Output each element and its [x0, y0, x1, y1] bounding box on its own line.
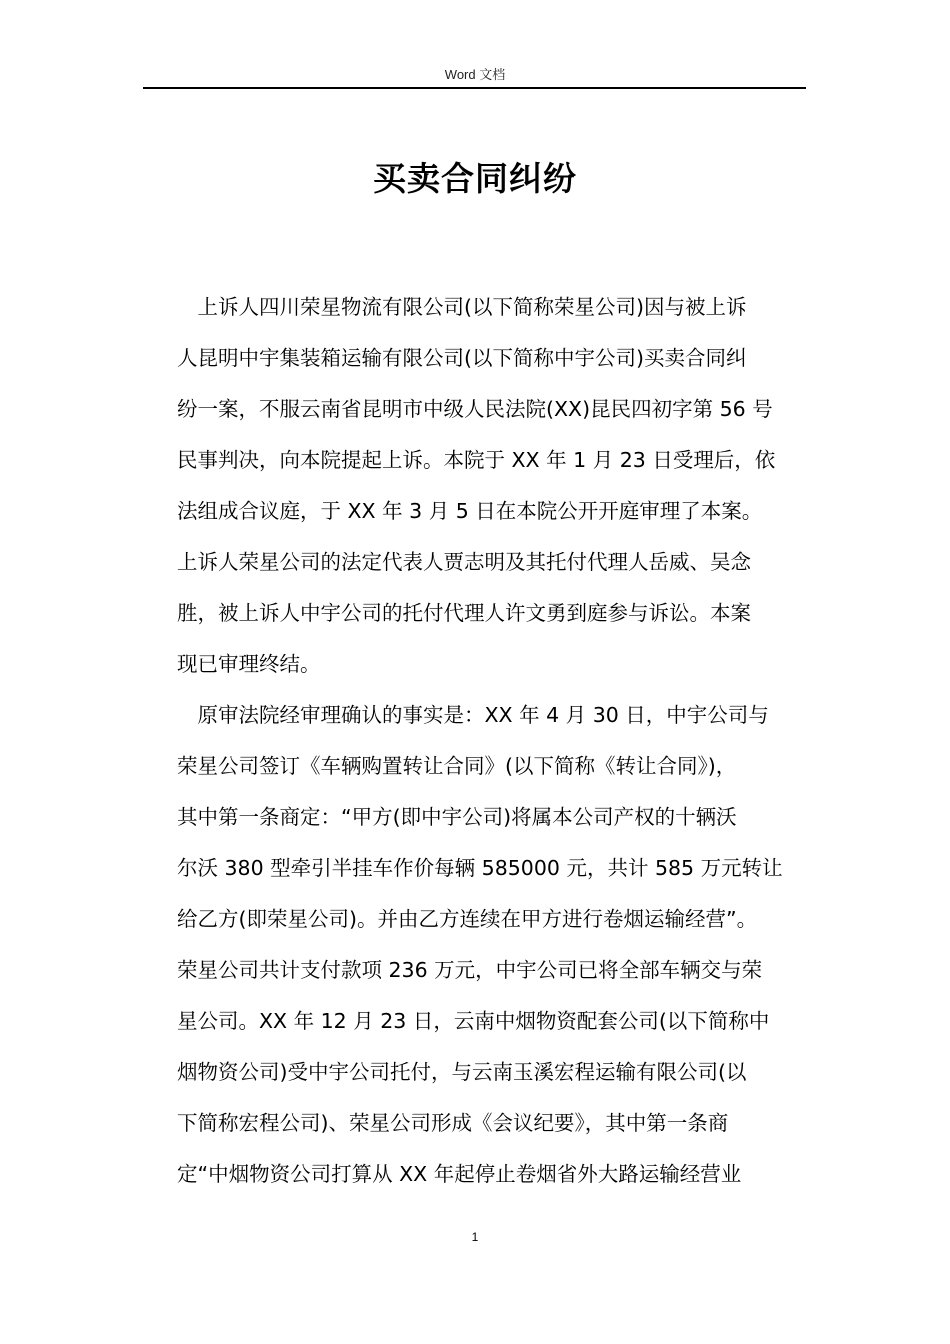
header-divider	[143, 87, 806, 89]
body-line: 胜，被上诉人中宇公司的托付代理人许文勇到庭参与诉讼。本案	[177, 601, 751, 625]
body-line: 定“中烟物资公司打算从 XX 年起停止卷烟省外大路运输经营业	[177, 1162, 742, 1186]
body-line: 尔沃 380 型牵引半挂车作价每辆 585000 元，共计 585 万元转让	[177, 856, 783, 880]
body-line: 烟物资公司)受中宇公司托付，与云南玉溪宏程运输有限公司(以	[177, 1060, 747, 1084]
body-line: 现已审理终结。	[177, 652, 321, 676]
document-body	[177, 282, 805, 1200]
body-line: 上诉人四川荣星物流有限公司(以下简称荣星公司)因与被上诉	[177, 295, 747, 319]
body-line: 给乙方(即荣星公司)。并由乙方连续在甲方进行卷烟运输经营”。	[177, 907, 758, 931]
page-header: Word 文档	[444, 67, 506, 82]
body-line: 法组成合议庭，于 XX 年 3 月 5 日在本院公开开庭审理了本案。	[177, 499, 763, 523]
body-line: 民事判决，向本院提起上诉。本院于 XX 年 1 月 23 日受理后，依	[177, 448, 776, 472]
body-line: 上诉人荣星公司的法定代表人贾志明及其托付代理人岳威、吴念	[177, 550, 751, 574]
document-title: 买卖合同纠纷	[373, 159, 577, 198]
body-line: 荣星公司签订《车辆购置转让合同》(以下简称《转让合同》)，	[177, 754, 737, 778]
body-line: 纷一案，不服云南省昆明市中级人民法院(XX)昆民四初字第 56 号	[177, 397, 773, 421]
body-line: 荣星公司共计支付款项 236 万元，中宇公司已将全部车辆交与荣	[177, 958, 763, 982]
body-line: 星公司。XX 年 12 月 23 日，云南中烟物资配套公司(以下简称中	[177, 1009, 770, 1033]
body-line: 其中第一条商定：“甲方(即中宇公司)将属本公司产权的十辆沃	[177, 805, 737, 829]
page-number: 1	[471, 1230, 479, 1244]
body-line: 原审法院经审理确认的事实是：XX 年 4 月 30 日，中宇公司与	[177, 703, 769, 727]
body-line: 下简称宏程公司)、荣星公司形成《会议纪要》，其中第一条商	[177, 1111, 729, 1135]
body-line: 人昆明中宇集装箱运输有限公司(以下简称中宇公司)买卖合同纠	[177, 346, 747, 370]
